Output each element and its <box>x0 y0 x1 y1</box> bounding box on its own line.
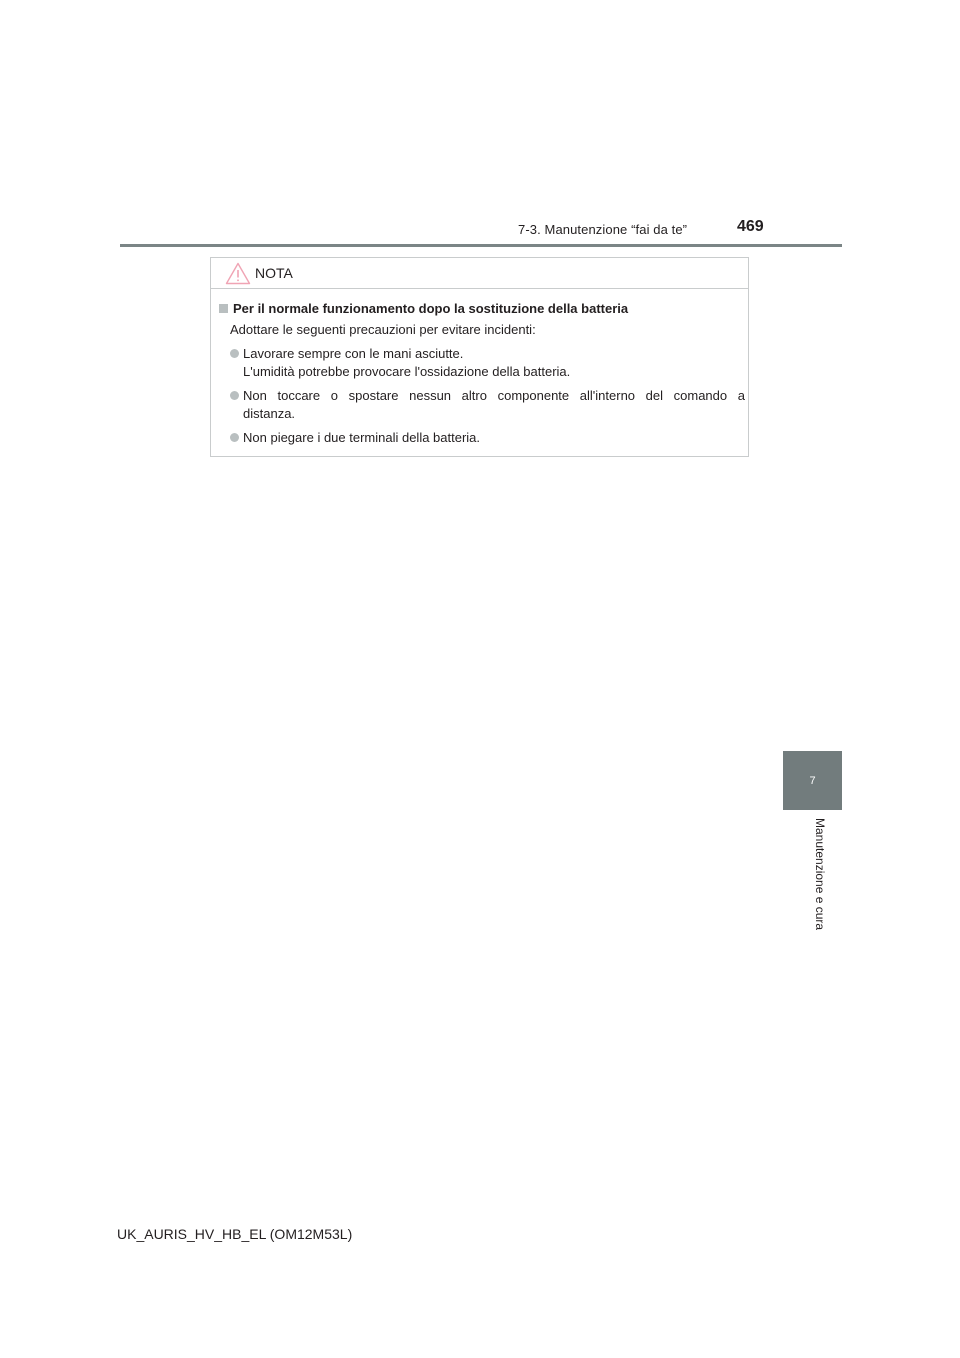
document-code: UK_AURIS_HV_HB_EL (OM12M53L) <box>117 1226 353 1242</box>
chapter-number: 7 <box>809 774 816 787</box>
note-header <box>211 258 748 289</box>
chapter-tab <box>783 751 842 810</box>
circle-bullet-icon <box>230 433 239 442</box>
circle-bullet-icon <box>230 349 239 358</box>
list-item <box>219 345 745 381</box>
list-item-line: L'umidità potrebbe provocare l'ossidazione della batteria. <box>243 364 571 379</box>
list-item <box>219 387 745 423</box>
chapter-label: Manutenzione e cura <box>813 818 827 931</box>
note-title: NOTA <box>255 265 293 281</box>
note-intro: Adottare le seguenti precauzioni per evitare incidenti: <box>230 322 536 337</box>
list-item-line: Non toccare o spostare nessun altro componente all'interno del comando a <box>243 388 745 403</box>
note-body <box>219 300 745 447</box>
note-heading-text: Per il normale funzionamento dopo la sostituzione della batteria <box>233 301 629 316</box>
list-item <box>219 429 745 447</box>
header-rule <box>120 244 842 247</box>
note-heading <box>219 300 745 318</box>
page-number: 469 <box>737 218 764 235</box>
list-item-line: Non piegare i due terminali della batteria. <box>243 430 481 445</box>
list-item-line: distanza. <box>243 406 296 421</box>
section-header: 7-3. Manutenzione “fai da te” <box>518 222 688 237</box>
note-box <box>210 257 749 457</box>
list-item-line: Lavorare sempre con le mani asciutte. <box>243 346 464 361</box>
square-bullet-icon <box>219 304 228 313</box>
circle-bullet-icon <box>230 391 239 400</box>
warning-triangle-icon <box>225 262 251 285</box>
